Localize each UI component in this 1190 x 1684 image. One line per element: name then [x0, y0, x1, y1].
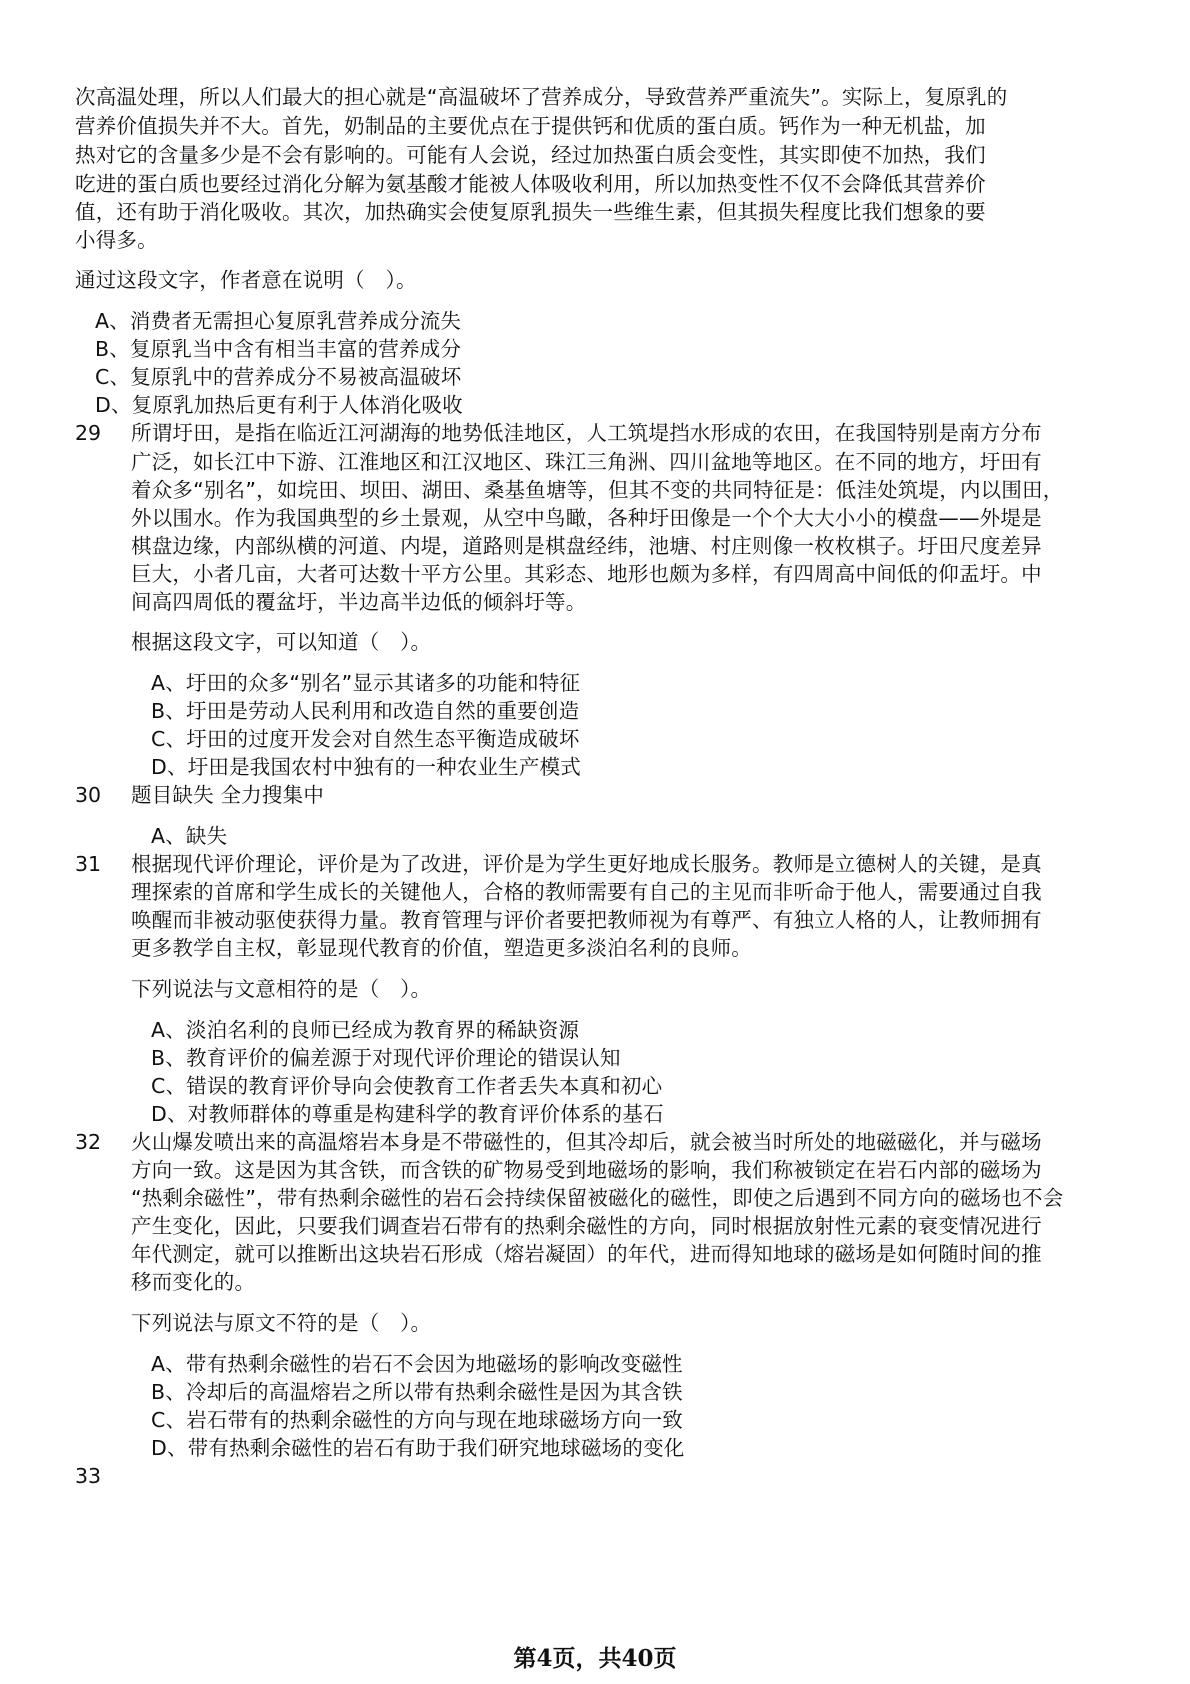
passage-line: 次高温处理，所以人们最大的担心就是“高温破坏了营养成分，导致营养严重流失”。实际上，复原乳的	[75, 85, 1008, 109]
answer-option: C、错误的教育评价导向会使教育工作者丢失本真和初心	[151, 1074, 663, 1098]
passage-line: “热剩余磁性”，带有热剩余磁性的岩石会持续保留被磁化的磁性，即使之后遇到不同方向的磁场也不会	[131, 1186, 1064, 1210]
answer-option: A、消费者无需担心复原乳营养成分流失	[95, 309, 462, 333]
passage-line: 吃进的蛋白质也要经过消化分解为氨基酸才能被人体吸收利用，所以加热变性不仅不会降低其营养价	[75, 172, 986, 196]
answer-option: A、缺失	[151, 824, 228, 848]
answer-option: C、复原乳中的营养成分不易被高温破坏	[95, 365, 462, 389]
passage-line: 年代测定，就可以推断出这块岩石形成（熔岩凝固）的年代，进而得知地球的磁场是如何随时间的推	[131, 1242, 1042, 1266]
passage-line: 理探索的首席和学生成长的关键他人，合格的教师需要有自己的主见而非听命于他人，需要通过自我	[131, 880, 1042, 904]
answer-option: B、圩田是劳动人民利用和改造自然的重要创造	[151, 699, 580, 723]
answer-option: C、岩石带有的热剩余磁性的方向与现在地球磁场方向一致	[151, 1408, 684, 1432]
answer-option: A、淡泊名利的良师已经成为教育界的稀缺资源	[151, 1018, 580, 1042]
passage-line: 热对它的含量多少是不会有影响的。可能有人会说，经过加热蛋白质会变性，其实即使不加热，我们	[75, 143, 986, 167]
passage-line: 产生变化，因此，只要我们调查岩石带有的热剩余磁性的方向，同时根据放射性元素的衰变情况进行	[131, 1214, 1042, 1238]
passage-line: 小得多。	[75, 228, 158, 252]
page-footer: 第4页，共40页	[513, 1645, 677, 1672]
answer-option: A、带有热剩余磁性的岩石不会因为地磁场的影响改变磁性	[151, 1352, 683, 1376]
passage-line: 广泛，如长江中下游、江淮地区和江汉地区、珠江三角洲、四川盆地等地区。在不同的地方，圩田有	[131, 450, 1042, 474]
question-number: 32	[75, 1130, 102, 1154]
passage-line: 外以围水。作为我国典型的乡土景观，从空中鸟瞰，各种圩田像是一个个大大小小的模盘——外堤是	[131, 506, 1042, 530]
passage-line: 棋盘边缘，内部纵横的河道、内堤，道路则是棋盘经纬，池塘、村庄则像一枚枚棋子。圩田尺度差异	[131, 534, 1042, 558]
passage-line: 唤醒而非被动驱使获得力量。教育管理与评价者要把教师视为有尊严、有独立人格的人，让教师拥有	[131, 908, 1042, 932]
answer-option: D、带有热剩余磁性的岩石有助于我们研究地球磁场的变化	[151, 1436, 685, 1460]
answer-option: D、复原乳加热后更有利于人体消化吸收	[95, 393, 463, 417]
question-number: 33	[75, 1464, 102, 1488]
passage-line: 题目缺失 全力搜集中	[131, 783, 325, 807]
passage-line: 巨大，小者几亩，大者可达数十平方公里。其彩态、地形也颇为多样，有四周高中间低的仰盂圩。中	[131, 562, 1042, 586]
answer-option: B、冷却后的高温熔岩之所以带有热剩余磁性是因为其含铁	[151, 1380, 683, 1404]
question-number: 29	[75, 421, 102, 445]
answer-option: A、圩田的众多“别名”显示其诸多的功能和特征	[151, 671, 581, 695]
question-prompt: 下列说法与原文不符的是（ ）。	[131, 1311, 432, 1335]
answer-option: B、教育评价的偏差源于对现代评价理论的错误认知	[151, 1046, 621, 1070]
passage-line: 方向一致。这是因为其含铁，而含铁的矿物易受到地磁场的影响，我们称被锁定在岩石内部的磁场为	[131, 1158, 1042, 1182]
passage-line: 营养价值损失并不大。首先，奶制品的主要优点在于提供钙和优质的蛋白质。钙作为一种无机盐，加	[75, 114, 986, 138]
passage-line: 所谓圩田，是指在临近江河湖海的地势低洼地区，人工筑堤挡水形成的农田，在我国特别是南方分布	[131, 421, 1042, 445]
question-prompt: 根据这段文字，可以知道（ ）。	[131, 630, 432, 654]
passage-line: 移而变化的。	[131, 1270, 256, 1294]
answer-option: D、对教师群体的尊重是构建科学的教育评价体系的基石	[151, 1102, 664, 1126]
question-number: 30	[75, 783, 102, 807]
answer-option: D、圩田是我国农村中独有的一种农业生产模式	[151, 755, 581, 779]
question-number: 31	[75, 852, 102, 876]
passage-line: 着众多“别名”，如垸田、坝田、湖田、桑基鱼塘等，但其不变的共同特征是：低洼处筑堤，内以围田，	[131, 478, 1064, 502]
passage-line: 火山爆发喷出来的高温熔岩本身是不带磁性的，但其冷却后，就会被当时所处的地磁磁化，并与磁场	[131, 1130, 1042, 1154]
passage-line: 根据现代评价理论，评价是为了改进，评价是为学生更好地成长服务。教师是立德树人的关键，是真	[131, 852, 1042, 876]
answer-option: C、圩田的过度开发会对自然生态平衡造成破坏	[151, 727, 580, 751]
question-prompt: 下列说法与文意相符的是（ ）。	[131, 977, 432, 1001]
passage-line: 更多教学自主权，彰显现代教育的价值，塑造更多淡泊名利的良师。	[131, 936, 752, 960]
question-prompt: 通过这段文字，作者意在说明（ ）。	[75, 268, 417, 292]
passage-line: 值，还有助于消化吸收。其次，加热确实会使复原乳损失一些维生素，但其损失程度比我们想象的要	[75, 200, 986, 224]
answer-option: B、复原乳当中含有相当丰富的营养成分	[95, 337, 462, 361]
passage-line: 间高四周低的覆盆圩，半边高半边低的倾斜圩等。	[131, 590, 587, 614]
